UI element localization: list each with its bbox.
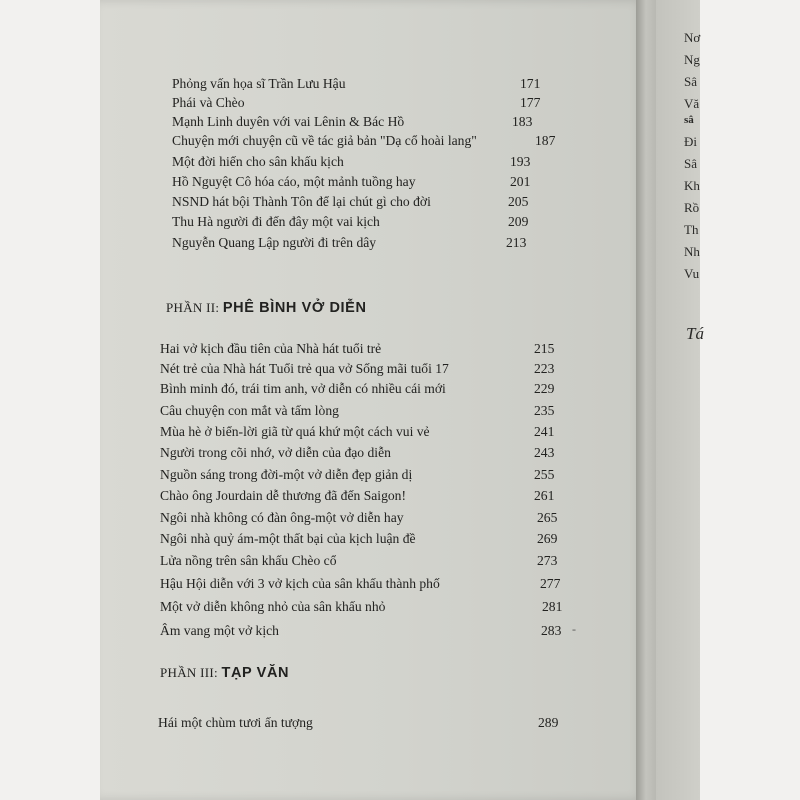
toc-entry-title: Nguồn sáng trong đời-một vở diễn đẹp giản dị xyxy=(160,467,413,482)
toc-entry-page: 229 xyxy=(534,381,555,396)
toc-entry-page: 261 xyxy=(534,488,555,503)
toc-entry-title: Chào ông Jourdain dễ thương đã đến Saigon! xyxy=(160,488,406,503)
toc-entry-title: Bình minh đó, trái tim anh, vở diễn có nhiều cái mới xyxy=(160,381,446,396)
toc-entry-title: Chuyện mới chuyện cũ về tác giả bản "Dạ cổ hoài lang" xyxy=(172,133,477,148)
toc-entry xyxy=(160,403,555,419)
toc-entry-page: 171 xyxy=(520,76,541,91)
next-page-fragment: Vu xyxy=(684,266,700,281)
toc-entry-page: 177 xyxy=(520,95,541,110)
toc-entry xyxy=(172,95,541,111)
part-2-prefix: PHẦN II: xyxy=(166,300,220,315)
toc-entry-page: 273 xyxy=(537,553,558,568)
toc-entry-page: 223 xyxy=(534,361,555,376)
toc-entry xyxy=(160,623,562,639)
toc-entry-title: Hồ Nguyệt Cô hóa cáo, một mảnh tuồng hay xyxy=(172,174,416,189)
next-page-fragment: Rồ xyxy=(684,200,700,215)
next-page-fragment: Sâ xyxy=(684,156,697,171)
toc-entry-page: 283 xyxy=(541,623,562,638)
toc-entry-title: Âm vang một vở kịch xyxy=(160,623,279,638)
next-page-fragment: Ng xyxy=(684,52,700,67)
toc-entry xyxy=(160,576,561,592)
toc-entry-title: Nguyễn Quang Lập người đi trên dây xyxy=(172,235,377,250)
toc-entry-page: 269 xyxy=(537,531,558,546)
toc-entry xyxy=(172,174,531,190)
toc-entry-title: Câu chuyện con mắt và tấm lòng xyxy=(160,403,339,418)
next-page-fragment: Nh xyxy=(684,244,700,259)
toc-entry-page: 213 xyxy=(506,235,527,250)
toc-entry xyxy=(160,531,558,547)
toc-entry-page: 255 xyxy=(534,467,555,482)
toc-entry xyxy=(160,553,558,569)
toc-entry-title: Lửa nồng trên sân khấu Chèo cổ xyxy=(160,553,337,568)
toc-entry-page: 281 xyxy=(542,599,563,614)
toc-entry xyxy=(172,194,529,210)
toc-entry xyxy=(172,235,527,251)
toc-entry-page: 277 xyxy=(540,576,561,591)
toc-entry xyxy=(172,76,541,92)
toc-entry-title: Mạnh Linh duyên với vai Lênin & Bác Hồ xyxy=(172,114,405,129)
toc-entry-title: Ngôi nhà quỷ ám-một thất bại của kịch luận đề xyxy=(160,531,416,546)
toc-entry-title: Người trong cõi nhớ, vở diễn của đạo diễn xyxy=(160,445,391,460)
toc-entry xyxy=(160,361,555,377)
next-page-fragment: Vă xyxy=(684,96,700,111)
toc-entry xyxy=(160,510,558,526)
toc-entry xyxy=(158,715,559,731)
toc-entry xyxy=(160,599,563,615)
toc-entry xyxy=(160,381,555,397)
next-page-fragment: Tá xyxy=(686,324,704,343)
toc-entry-title: Ngôi nhà không có đàn ông-một vở diễn hay xyxy=(160,510,404,525)
toc-entry-title: Phái và Chèo xyxy=(172,95,245,110)
toc-entry-page: 205 xyxy=(508,194,529,209)
part-3-heading xyxy=(160,665,289,681)
toc-entry-page: 289 xyxy=(538,715,559,730)
toc-entry-title: Mùa hè ở biển-lời giã từ quá khứ một cách vui vẻ xyxy=(160,424,430,439)
book-gutter xyxy=(636,0,658,800)
toc-entry xyxy=(172,133,556,149)
next-page-fragment: Kh xyxy=(684,178,700,193)
toc-entry xyxy=(172,114,533,130)
part-2-title: PHÊ BÌNH VỞ DIỄN xyxy=(222,300,367,316)
part-2-heading xyxy=(166,300,367,316)
toc-entry-page: 265 xyxy=(537,510,558,525)
toc-entry-page: 215 xyxy=(534,341,555,356)
toc-entry-title: Thu Hà người đi đến đây một vai kịch xyxy=(172,214,380,229)
toc-entry xyxy=(160,488,555,504)
toc-entry xyxy=(172,214,529,230)
next-page-fragment: Th xyxy=(684,222,699,237)
next-page-fragment: Nơ xyxy=(684,30,701,45)
toc-entry-page: 201 xyxy=(510,174,531,189)
part-3-prefix: PHẦN III: xyxy=(160,665,218,680)
toc-entry xyxy=(160,467,555,483)
toc-entry-title: Hậu Hội diễn với 3 vở kịch của sân khấu thành phố xyxy=(160,576,440,591)
pen-mark: - xyxy=(572,622,576,636)
toc-entry-page: 235 xyxy=(534,403,555,418)
toc-entry-title: Hái một chùm tươi ấn tượng xyxy=(158,715,313,730)
toc-entry-title: Một vở diễn không nhỏ của sân khấu nhỏ xyxy=(160,599,386,614)
toc-entry-title: Một đời hiến cho sân khấu kịch xyxy=(172,154,344,169)
toc-entry-page: 209 xyxy=(508,214,529,229)
toc-entry xyxy=(160,445,555,461)
toc-entry-page: 183 xyxy=(512,114,533,129)
part-3-title: TẠP VĂN xyxy=(221,665,290,681)
toc-entry-page: 243 xyxy=(534,445,555,460)
toc-entry-page: 241 xyxy=(534,424,555,439)
toc-entry xyxy=(160,424,555,440)
toc-entry-title: Nét trẻ của Nhà hát Tuổi trẻ qua vở Sống mãi tuổi 17 xyxy=(160,361,449,376)
toc-entry xyxy=(160,341,555,357)
toc-entry xyxy=(172,154,531,170)
toc-entry-page: 193 xyxy=(510,154,531,169)
next-page-fragment: Đi xyxy=(684,134,697,149)
next-page-edge xyxy=(656,0,704,800)
toc-entry-title: Hai vở kịch đầu tiên của Nhà hát tuổi trẻ xyxy=(160,341,382,356)
next-page-fragment: Sâ xyxy=(684,74,697,89)
toc-entry-title: NSND hát bội Thành Tôn để lại chút gì cho đời xyxy=(172,194,431,209)
next-page-fragment: sâ xyxy=(684,114,694,126)
toc-entry-title: Phỏng vấn họa sĩ Trần Lưu Hậu xyxy=(172,76,346,91)
toc-entry-page: 187 xyxy=(535,133,556,148)
